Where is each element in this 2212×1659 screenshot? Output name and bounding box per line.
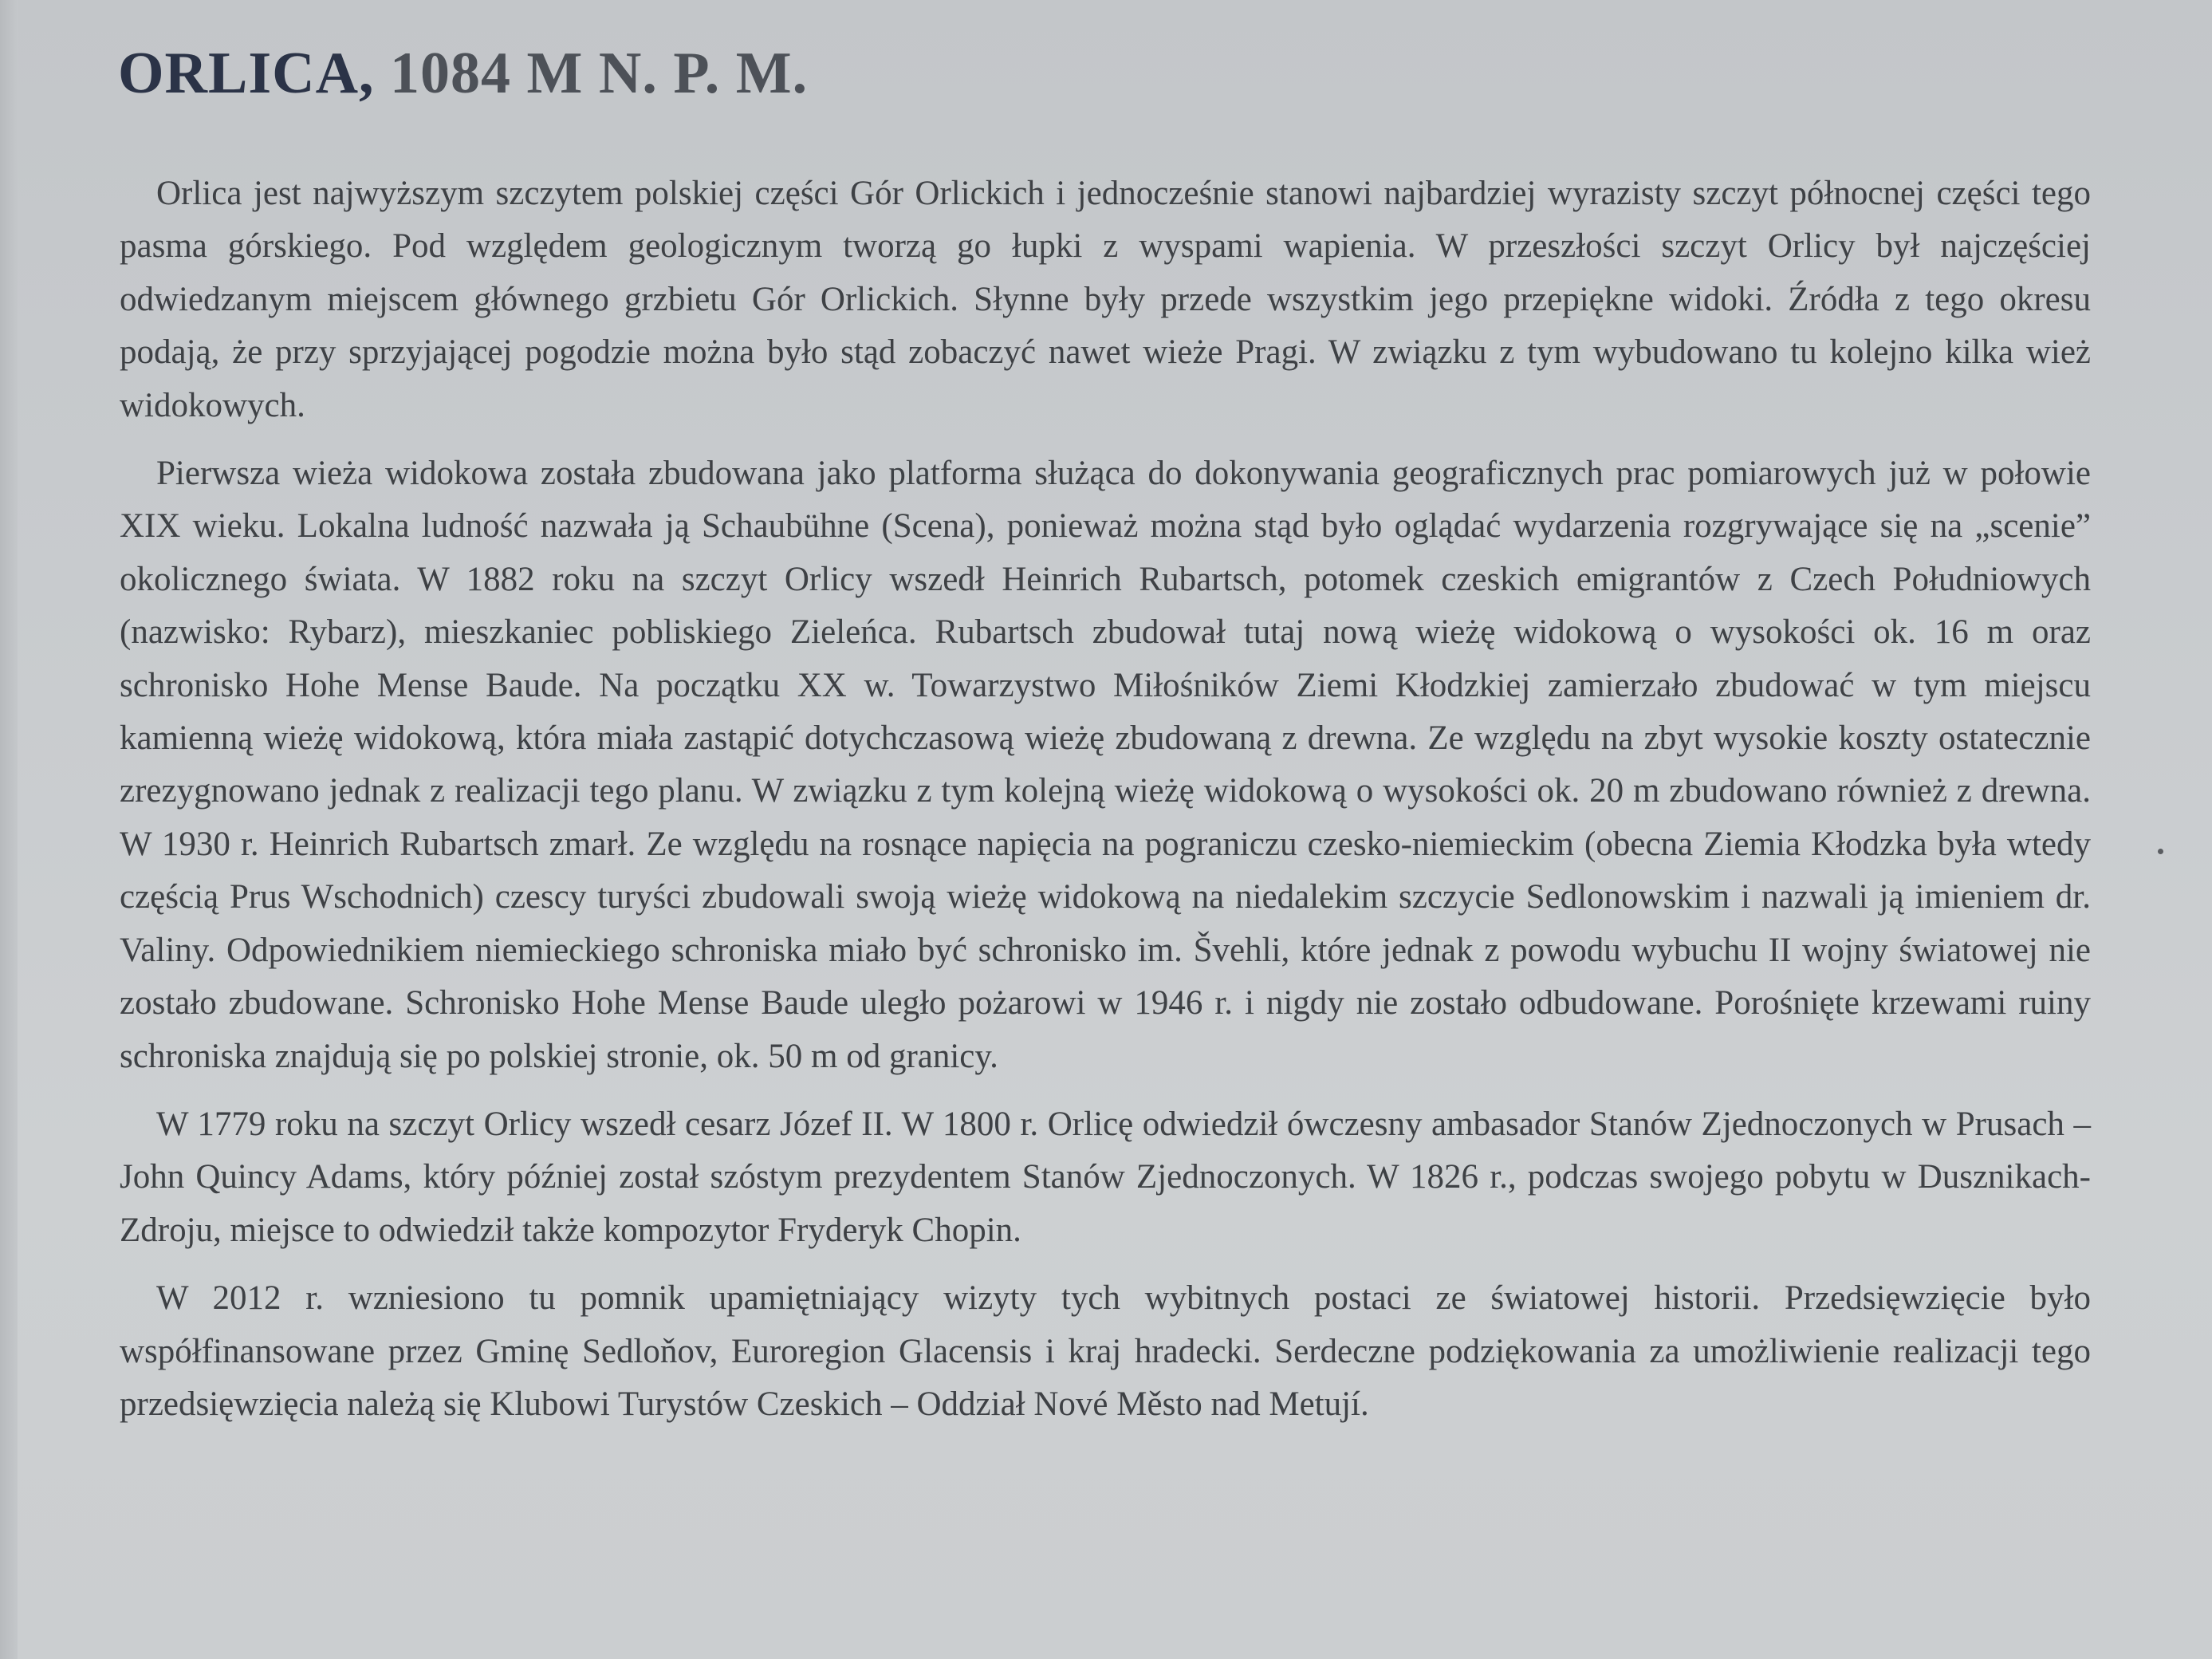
paragraph-monument: W 2012 r. wzniesiono tu pomnik upamiętniający wizyty tych wybitnych postaci ze światowej historii. Przedsięwzięcie było współfinansowane przez Gminę Sedloňov, Euroregion Glacensis i kraj hradecki. Serdeczne podziękowania za umożliwienie realizacji tego przedsięwzięcia należą się Klubowi Turystów Czeskich – Oddział Nové Město nad Metují. xyxy=(120,1279,2091,1423)
title-altitude: 1084 M N. P. M. xyxy=(390,41,809,106)
paragraph-visitors: W 1779 roku na szczyt Orlicy wszedł cesarz Józef II. W 1800 r. Orlicę odwiedził ówczesny ambasador Stanów Zjednoczonych w Prusach – John Quincy Adams, który później został szóstym prezydentem Stanów Zjednoczonych. W 1826 r., podczas swojego pobytu w Dusznikach-Zdroju, miejsce to odwiedził także kompozytor Fryderyk Chopin. xyxy=(120,1105,2091,1249)
board-left-edge xyxy=(0,0,18,1659)
paragraph-towers: Pierwsza wieża widokowa została zbudowana jako platforma służąca do dokonywania geograficznych prac pomiarowych już w połowie XIX wieku. Lokalna ludność nazwała ją Schaubühne (Scena), ponieważ można stąd było oglądać wydarzenia rozgrywające się na „scenie” okolicznego świata. W 1882 roku na szczyt Orlicy wszedł Heinrich Rubartsch, potomek czeskich emigrantów z Czech Południowych (nazwisko: Rybarz), mieszkaniec pobliskiego Zieleńca. Rubartsch zbudował tutaj nową wieżę widokową o wysokości ok. 16 m oraz schronisko Hohe Mense Baude. Na początku XX w. Towarzystwo Miłośników Ziemi Kłodzkiej zamierzało zbudować w tym miejscu kamienną wieżę widokową, która miała zastąpić dotychczasową wieżę zbudowaną z drewna. Ze względu na zbyt wysokie koszty ostatecznie zrezygnowano jednak z realizacji tego planu. W związku z tym kolejną wieżę widokową o wysokości ok. 20 m zbudowano również z drewna. W 1930 r. Heinrich Rubartsch zmarł. Ze względu na rosnące napięcia na pograniczu czesko-niemieckim (obecna Ziemia Kłodzka była wtedy częścią Prus Wschodnich) czescy turyści zbudowali swoją wieżę widokową na niedalekim szczycie Sedlonowskim i nazwali ją imieniem dr. Valiny. Odpowiednikiem niemieckiego schroniska miało być schronisko im. Švehli, które jednak z powodu wybuchu II wojny światowej nie zostało zbudowane. Schronisko Hohe Mense Baude uległo pożarowi w 1946 r. i nigdy nie zostało odbudowane. Porośnięte krzewami ruiny schroniska znajdują się po polskiej stronie, ok. 50 m od granicy. xyxy=(120,455,2091,1075)
page-title xyxy=(118,33,808,113)
board-text xyxy=(120,167,2091,1446)
board-mark xyxy=(2158,849,2163,854)
title-name: ORLICA, xyxy=(118,41,375,106)
paragraph-intro: Orlica jest najwyższym szczytem polskiej części Gór Orlickich i jednocześnie stanowi najbardziej wyrazisty szczyt północnej części tego pasma górskiego. Pod względem geologicznym tworzą go łupki z wyspami wapienia. W przeszłości szczyt Orlicy był najczęściej odwiedzanym miejscem głównego grzbietu Gór Orlickich. Słynne były przede wszystkim jego przepiękne widoki. Źródła z tego okresu podają, że przy sprzyjającej pogodzie można było stąd zobaczyć nawet wieże Pragi. W związku z tym wybudowano tu kolejno kilka wież widokowych. xyxy=(120,175,2091,424)
